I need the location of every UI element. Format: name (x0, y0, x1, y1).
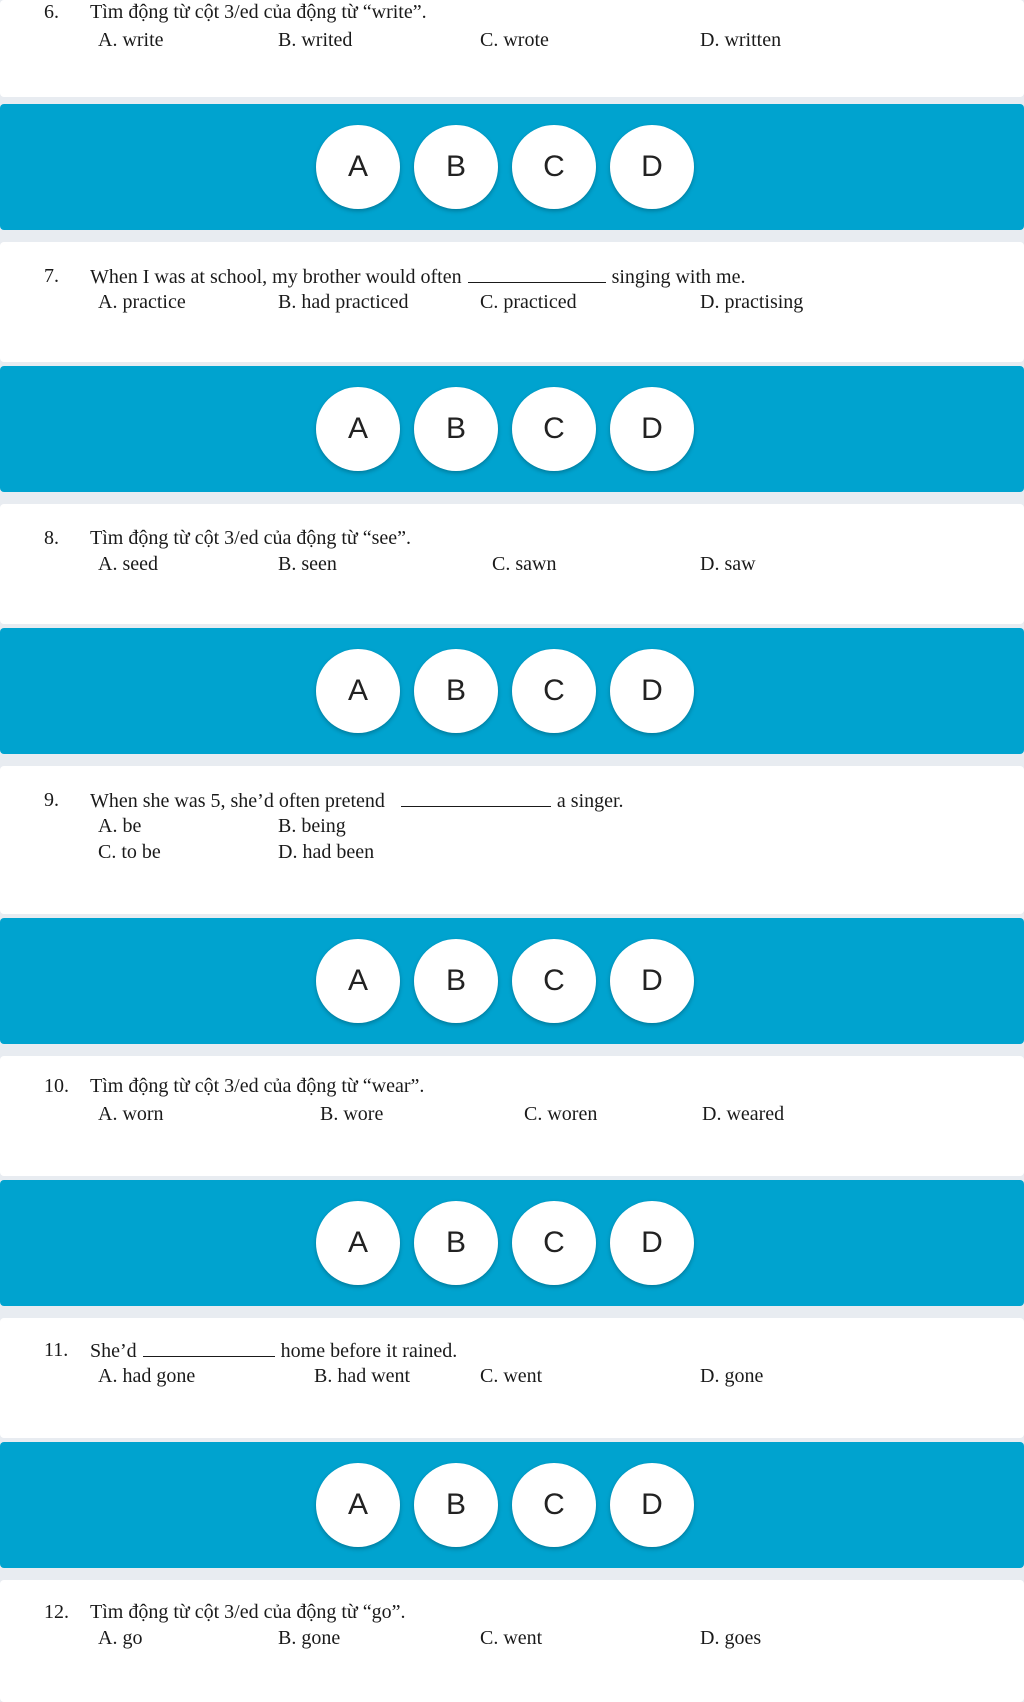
answer-c-button[interactable]: C (512, 649, 596, 733)
option-d: D. weared (702, 1103, 785, 1125)
question-prompt: Tìm động từ cột 3/ed của động từ “go”. (90, 1601, 406, 1623)
answer-d-button[interactable]: D (610, 1201, 694, 1285)
answer-a-button[interactable]: A (316, 939, 400, 1023)
option-d: D. goes (700, 1627, 762, 1649)
question-card-6 (0, 0, 1024, 97)
option-d: D. had been (278, 841, 375, 863)
option-a: A. had gone (98, 1365, 196, 1387)
question-number: 11. (44, 1339, 69, 1361)
question-text-before: She’d (90, 1340, 137, 1362)
answer-c-button[interactable]: C (512, 1201, 596, 1285)
option-a: A. seed (98, 553, 158, 575)
option-c: C. practiced (480, 291, 577, 313)
option-b: B. seen (278, 553, 337, 575)
question-text-before: When I was at school, my brother would often (90, 266, 462, 288)
answer-b-button[interactable]: B (414, 387, 498, 471)
answer-c-button[interactable]: C (512, 1463, 596, 1547)
answer-blank (143, 1338, 275, 1357)
question-card-11 (0, 1318, 1024, 1438)
question-text-after: a singer. (556, 790, 624, 812)
answer-blank (468, 264, 606, 283)
answer-d-button[interactable]: D (610, 1463, 694, 1547)
question-prompt: Tìm động từ cột 3/ed của động từ “wear”. (90, 1075, 425, 1097)
answer-a-button[interactable]: A (316, 1463, 400, 1547)
answer-c-button[interactable]: C (512, 387, 596, 471)
option-b: B. gone (278, 1627, 341, 1649)
answer-d-button[interactable]: D (610, 649, 694, 733)
answer-bar-8 (0, 628, 1024, 754)
question-number: 9. (44, 789, 59, 811)
option-c: C. sawn (492, 553, 557, 575)
answer-c-button[interactable]: C (512, 125, 596, 209)
answer-a-button[interactable]: A (316, 125, 400, 209)
answer-b-button[interactable]: B (414, 939, 498, 1023)
option-c: C. went (480, 1627, 543, 1649)
option-c: C. to be (98, 841, 161, 863)
question-prompt (90, 788, 624, 813)
answer-bar-6 (0, 104, 1024, 230)
question-number: 10. (44, 1075, 69, 1097)
question-number: 7. (44, 265, 59, 287)
option-c: C. woren (524, 1103, 598, 1125)
question-prompt (90, 264, 745, 289)
question-number: 8. (44, 527, 59, 549)
answer-d-button[interactable]: D (610, 125, 694, 209)
option-b: B. being (278, 815, 346, 837)
option-c: C. wrote (480, 29, 549, 51)
question-card-10 (0, 1056, 1024, 1176)
option-d: D. saw (700, 553, 756, 575)
option-c: C. went (480, 1365, 543, 1387)
option-a: A. worn (98, 1103, 164, 1125)
option-a: A. practice (98, 291, 186, 313)
answer-a-button[interactable]: A (316, 1201, 400, 1285)
question-text-after: home before it rained. (280, 1340, 458, 1362)
answer-d-button[interactable]: D (610, 939, 694, 1023)
option-d: D. gone (700, 1365, 764, 1387)
option-b: B. had practiced (278, 291, 409, 313)
option-a: A. go (98, 1627, 143, 1649)
answer-blank (401, 788, 551, 807)
question-card-7 (0, 242, 1024, 362)
answer-b-button[interactable]: B (414, 125, 498, 209)
question-number: 6. (44, 1, 59, 23)
answer-b-button[interactable]: B (414, 649, 498, 733)
option-d: D. practising (700, 291, 804, 313)
answer-b-button[interactable]: B (414, 1463, 498, 1547)
answer-d-button[interactable]: D (610, 387, 694, 471)
question-number: 12. (44, 1601, 69, 1623)
question-prompt: Tìm động từ cột 3/ed của động từ “write”. (90, 1, 427, 23)
answer-a-button[interactable]: A (316, 387, 400, 471)
question-card-9 (0, 766, 1024, 914)
option-b: B. writed (278, 29, 353, 51)
option-b: B. wore (320, 1103, 384, 1125)
option-a: A. write (98, 29, 164, 51)
answer-bar-7 (0, 366, 1024, 492)
question-text-after: singing with me. (611, 266, 746, 288)
option-d: D. written (700, 29, 782, 51)
option-a: A. be (98, 815, 142, 837)
question-text-before: When she was 5, she’d often pretend (90, 790, 385, 812)
answer-bar-11 (0, 1442, 1024, 1568)
question-prompt (90, 1338, 457, 1363)
question-card-8 (0, 504, 1024, 624)
question-prompt: Tìm động từ cột 3/ed của động từ “see”. (90, 527, 412, 549)
answer-bar-9 (0, 918, 1024, 1044)
answer-bar-10 (0, 1180, 1024, 1306)
answer-c-button[interactable]: C (512, 939, 596, 1023)
answer-b-button[interactable]: B (414, 1201, 498, 1285)
answer-a-button[interactable]: A (316, 649, 400, 733)
option-b: B. had went (314, 1365, 411, 1387)
question-card-12 (0, 1580, 1024, 1702)
